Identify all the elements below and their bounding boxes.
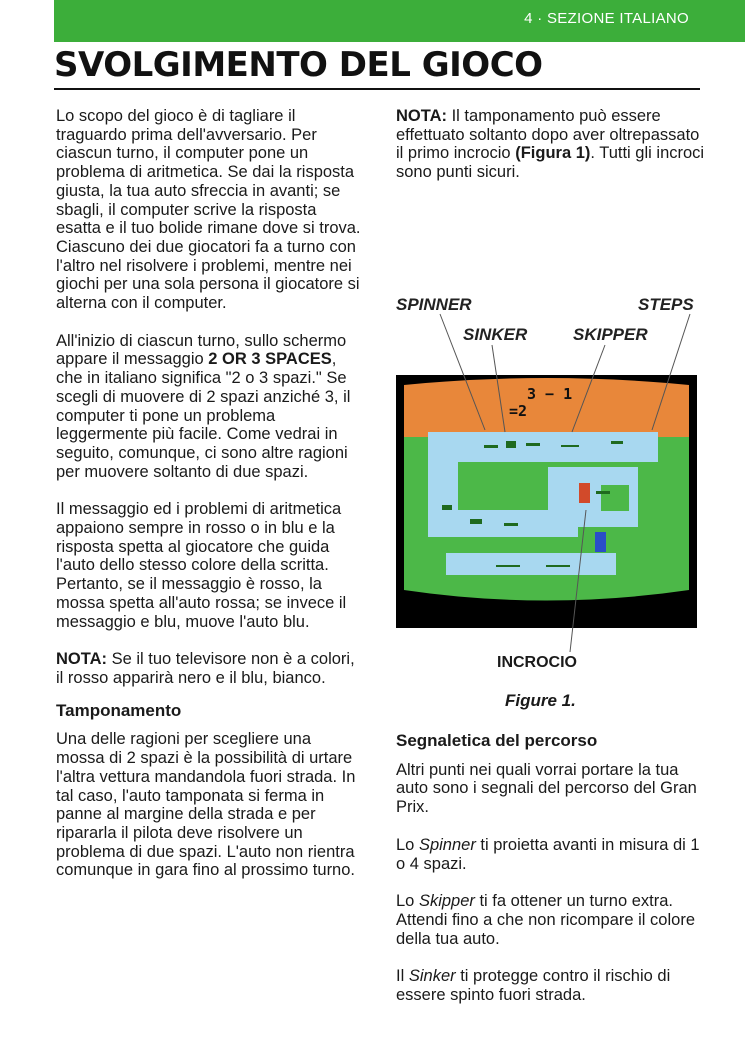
label-skipper: SKIPPER (573, 325, 648, 344)
screen-answer: =2 (509, 402, 528, 420)
track-infield (601, 485, 629, 511)
figure-ref: (Figura 1) (515, 144, 591, 163)
text: ti proietta avanti in misura di 1 o 4 spazi. (396, 835, 700, 873)
heading-segnaletica: Segnaletica del percorso (396, 731, 598, 750)
left-column (56, 107, 361, 880)
text: ti fa ottener un turno extra. Attendi fino a che non ricompare il colore della tua auto. (396, 892, 695, 948)
label-spinner: SPINNER (396, 295, 472, 314)
section-label: 4 · SEZIONE ITALIANO (524, 10, 689, 27)
label-steps: STEPS (638, 295, 694, 314)
label-sinker: SINKER (463, 325, 528, 344)
text: Se il tuo televisore non è a colori, il rosso apparirà nero e il blu, bianco. (56, 650, 355, 687)
paragraph-sinker (396, 967, 706, 1004)
header-bar (54, 0, 745, 42)
red-car (579, 483, 590, 503)
text: Lo (396, 835, 419, 854)
screen-problem: 3 − 1 (527, 385, 573, 403)
paragraph-tamponamento: Una delle ragioni per scegliere una mossa di 2 spazi è la possibilità di urtare l'altra vettura mandandola fuori strada. In tal caso, l'auto tamponata si ferma in panne al margine della strada e per ripararla il pilota deve risolvere un problema di due spazi. L'auto non rientra comunque in gara fino al prossimo turno. (56, 730, 356, 880)
figure-caption: Figure 1. (505, 691, 576, 710)
text: ti protegge contro il rischio di essere spinto fuori strada. (396, 967, 671, 1005)
term-spinner: Spinner (418, 835, 476, 854)
title-rule (54, 88, 700, 90)
paragraph-colors: Il messaggio ed i problemi di aritmetica appaiono sempre in rosso o in blu e la risposta spetta al giocatore che guida l'auto dello stesso colore della scritta. Pertanto, se il messaggio è rosso, la mossa spetta all'auto rossa; se invece il messaggio e blu, muove l'auto blu. (56, 500, 347, 631)
paragraph-message (56, 332, 361, 482)
text: Il tamponamento può essere effettuato soltanto dopo aver oltrepassato il primo incrocio (396, 107, 700, 163)
text: All'inizio di ciascun turno, sullo schermo appare il messaggio (56, 331, 347, 369)
message-text: 2 OR 3 SPACES (208, 350, 332, 369)
paragraph-intro: Lo scopo del gioco è di tagliare il traguardo prima dell'avversario. Per ciascun turno, il computer pone un problema di aritmetica. Se dai la risposta giusta, la tua auto sfreccia in avanti; se sbagli, il computer scrive la risposta esatta e il tuo bolide rimane dove si trova. Ciascuno dei due giocatori fa a turno con l'altro nel risolvere i problemi, mentre nei giochi per una sola persona il giocatore si alterna con il computer. (56, 107, 361, 313)
term-sinker: Sinker (408, 967, 456, 986)
right-column-bottom (396, 732, 706, 1005)
note-label: NOTA: (56, 650, 108, 669)
paragraph-skipper (396, 892, 706, 948)
label-incrocio: INCROCIO (497, 654, 577, 671)
text: . Tutti gli incroci sono punti sicuri. (396, 144, 705, 182)
paragraph-note-right (396, 107, 706, 182)
paragraph-spinner (396, 836, 706, 873)
text: Lo (396, 892, 419, 911)
right-column-top (396, 107, 706, 182)
paragraph-note (56, 650, 361, 687)
term-skipper: Skipper (418, 892, 475, 911)
text: Il (396, 967, 409, 986)
heading-tamponamento: Tamponamento (56, 700, 182, 720)
blue-car (595, 532, 606, 552)
game-screen-figure (396, 375, 697, 628)
note-label: NOTA: (396, 107, 448, 125)
page-title: SVOLGIMENTO DEL GIOCO (54, 45, 543, 85)
text: , che in italiano significa "2 o 3 spazi." Se scegli di muovere di 2 spazi anziché 3, il computer ti pone un problema leggermente più facile. Come vedrai in seguito, comunque, ci sono altre ragioni per muovere soltanto di due spazi. (56, 350, 351, 481)
paragraph-segnali: Altri punti nei quali vorrai portare la tua auto sono i segnali del percorso del Gran Prix. (396, 760, 697, 817)
